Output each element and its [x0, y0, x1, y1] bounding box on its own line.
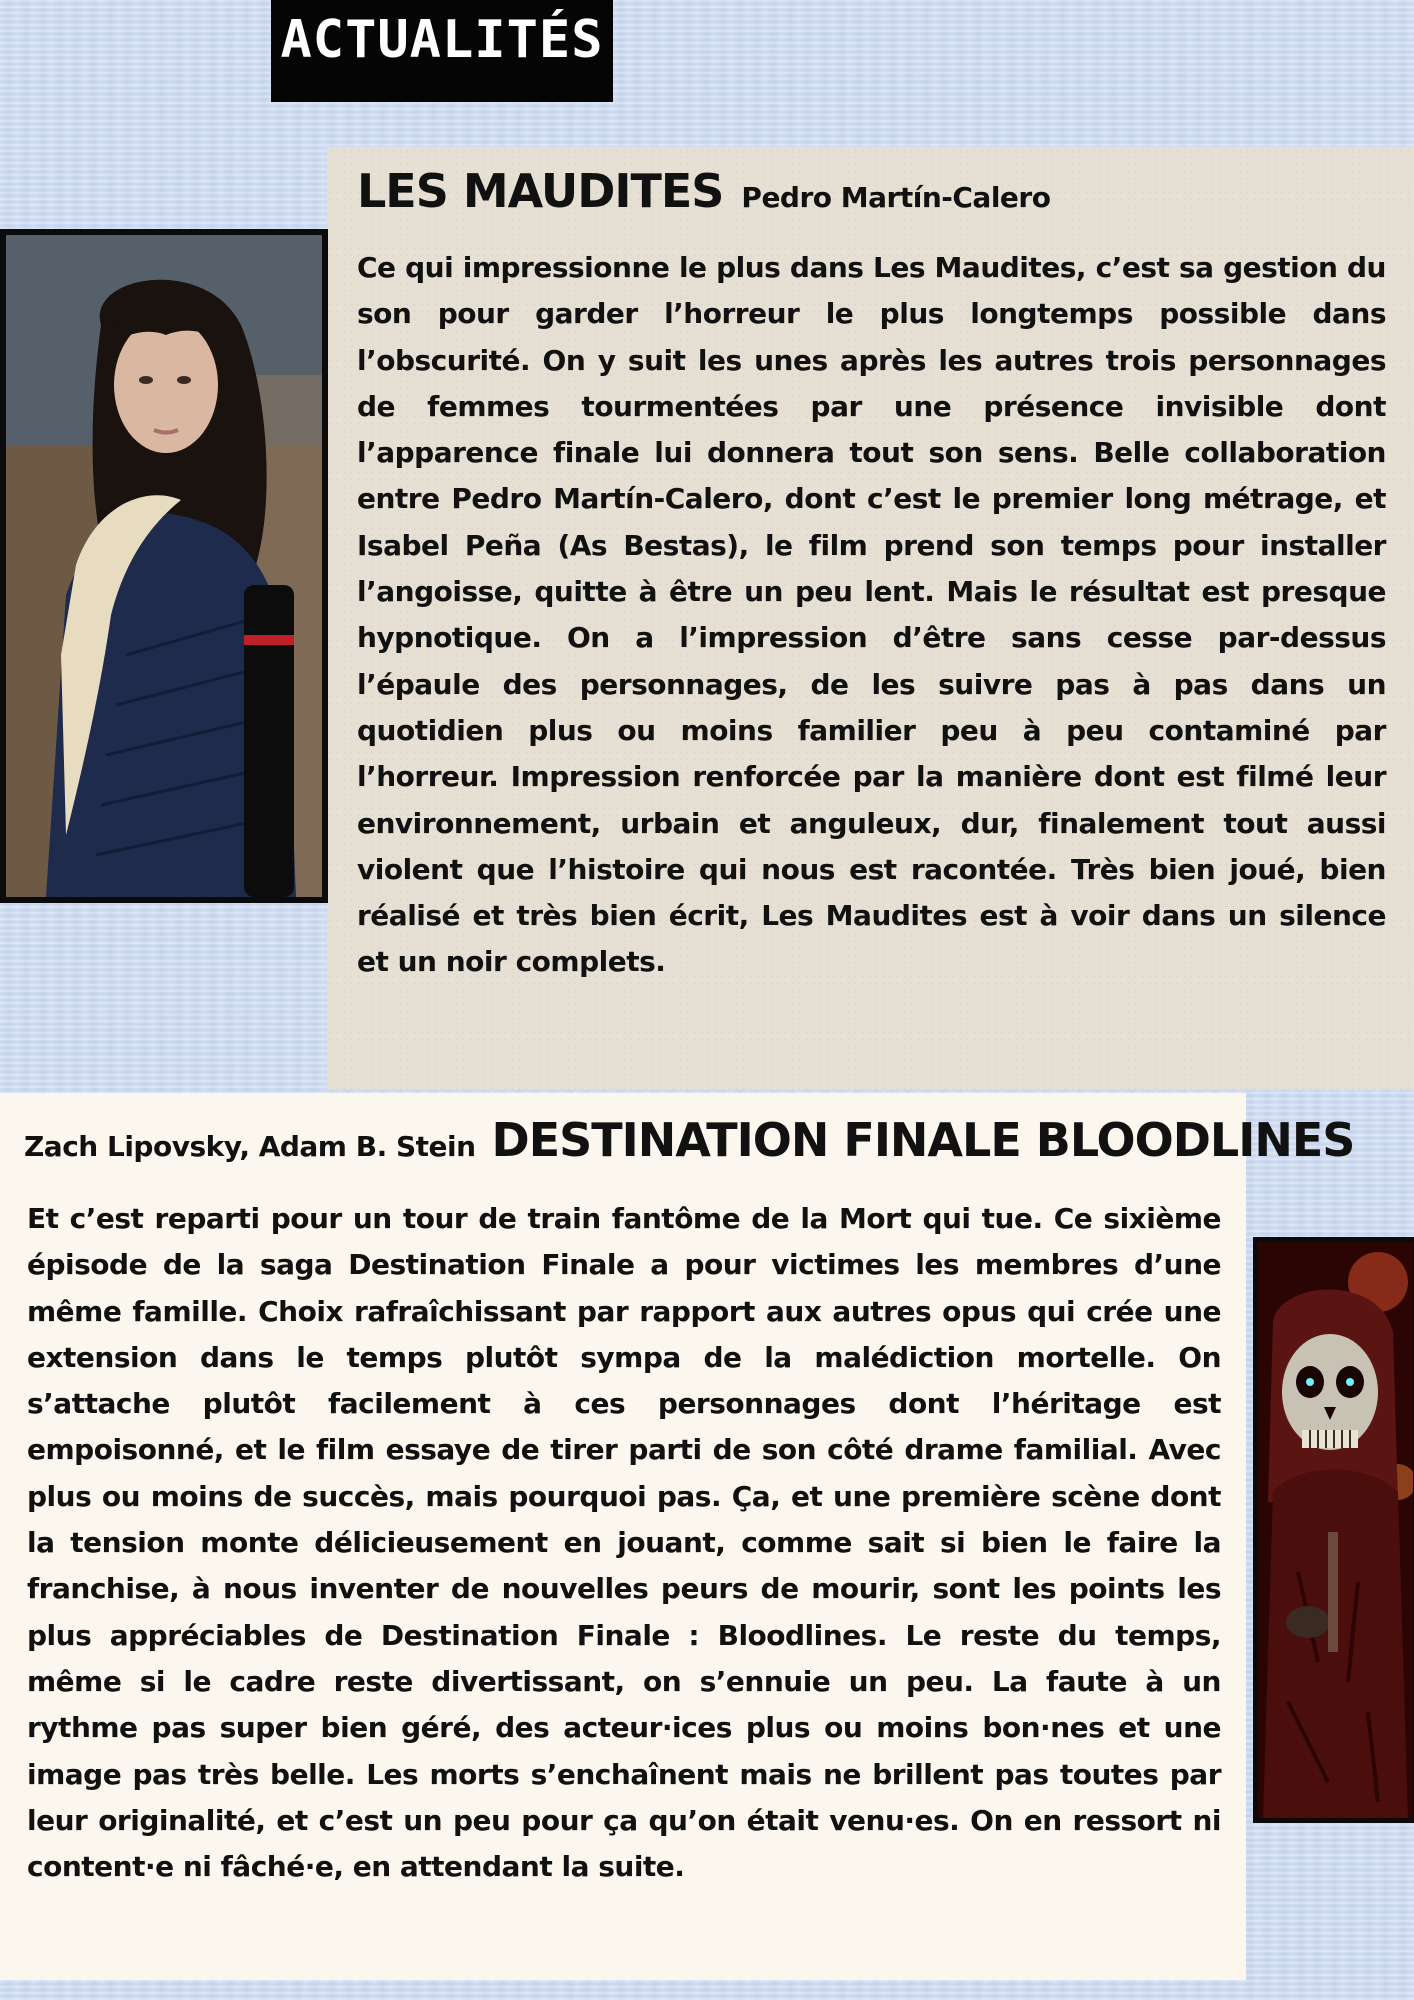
film-director: Pedro Martín-Calero: [741, 181, 1051, 214]
film-title: LES MAUDITES: [357, 164, 724, 218]
film-still-les-maudites: [0, 229, 328, 903]
section-banner: [271, 0, 613, 102]
film-title: DESTINATION FINALE BLOODLINES: [491, 1113, 1355, 1167]
review-text-les-maudites: Ce qui impressionne le plus dans Les Maudites, c’est sa gestion du son pour garder l’horreur le plus longtemps possible dans l’obscurité. On y suit les unes après les autres trois personnages de femmes tourmentées par une présence invisible dont l’apparence finale lui donnera tout son sens. Belle collaboration entre Pedro Martín-Calero, dont c’est le premier long métrage, et Isabel Peña (As Bestas), le film prend son temps pour installer l’angoisse, quitte à être un peu lent. Mais le résultat est presque hypnotique. On a l’impression d’être sans cesse par-dessus l’épaule des personnages, de les suivre pas à pas dans un quotidien plus ou moins familier peu à peu contaminé par l’horreur. Impression renforcée par la manière dont est filmé leur environnement, urbain et anguleux, dur, finalement tout aussi violent que l’histoire qui nous est racontée. Très bien joué, bien réalisé et très bien écrit, Les Maudites est à voir dans un silence et un noir complets.: [357, 251, 1386, 979]
review-heading-destination-finale: [24, 1113, 1354, 1167]
review-heading-les-maudites: [357, 164, 1050, 218]
review-text-destination-finale: Et c’est reparti pour un tour de train fantôme de la Mort qui tue. Ce sixième épisode de la saga Destination Finale a pour victimes les membres d’une même famille. Choix rafraîchissant par rapport aux autres opus qui crée une extension dans le temps plutôt sympa de la malédiction mortelle. On s’attache plutôt facilement à ces personnages dont l’héritage est empoisonné, et le film essaye de tirer parti de son côté drame familial. Avec plus ou moins de succès, mais pourquoi pas. Ça, et une première scène dont la tension monte délicieusement en jouant, comme sait si bien le faire la franchise, à nous inventer de nouvelles peurs de mourir, sont les points les plus appréciables de Destination Finale : Bloodlines. Le reste du temps, même si le cadre reste divertissant, on s’ennuie un peu. La faute à un rythme pas super bien géré, des acteur·ices plus ou moins bon·nes et une image pas très belle. Les morts s’enchaînent mais ne brillent pas toutes par leur originalité, et c’est un peu pour ça qu’on était venu·es. On en ressort ni content·e ni fâché·e, en attendant la suite.: [27, 1202, 1221, 1884]
section-banner-label: ACTUALITÉS: [280, 10, 604, 70]
film-still-destination-finale: [1253, 1237, 1414, 1823]
woman-portrait-illustration: [6, 235, 322, 897]
film-director: Zach Lipovsky, Adam B. Stein: [24, 1130, 476, 1163]
skull-figure-illustration: [1258, 1242, 1413, 1818]
